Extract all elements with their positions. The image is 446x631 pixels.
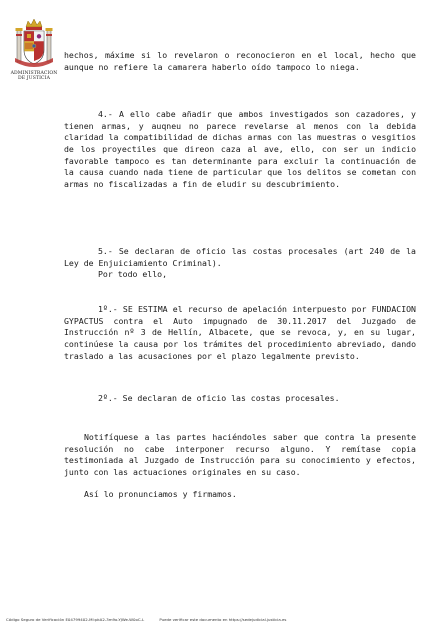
spanish-coat-of-arms-icon [14,18,54,70]
verification-url[interactable]: Puede verificar este documento en https://sedejudicial.justicia.es [159,617,287,622]
footer-verification [6,617,442,622]
seal-caption-line2: DE JUSTICIA [18,76,50,82]
verification-code: Código Seguro de Verificación E04799402-MI:pkA2-3m9o-YJWe-W0oC-L [6,617,145,622]
paragraph-ruling-2: 2º.- Se declaran de oficio las costas procesales. [98,393,340,404]
paragraph-point-5: 5.- Se declaran de oficio las costas procesales (art 240 de la Ley de Enjuiciamiento Criminal). [64,246,416,268]
seal-caption-line1: ADMINISTRACION [10,71,58,76]
paragraph-continuation: hechos, máxime si lo revelaron o reconocieron en el local, hecho que aunque no refiere la camarera haberlo oído tampoco lo niega. [64,50,416,72]
paragraph-por-todo-ello: Por todo ello, [98,269,168,280]
paragraph-closing: Así lo pronunciamos y firmamos. [84,489,237,500]
paragraph-ruling-1: 1º.- SE ESTIMA el recurso de apelación interpuesto por FUNDACION GYPACTUS contra el Auto impugnado de 30.11.2017 del Juzgado de Instrucción nº 3 de Hellín, Albacete, que se revoca, y, en su lugar, continúese la causa por los trámites del procedimiento abreviado, dando traslado a las acusaciones por el plazo legalmente previsto. [64,304,416,361]
paragraph-notification: Notifíquese a las partes haciéndoles saber que contra la presente resolución no cabe interponer recurso alguno. Y remítase copia testimoniada al Juzgado de Instrucción para su conocimiento y efectos, junto con las actuaciones originales en su caso. [64,432,416,477]
seal-caption [2,71,66,82]
paragraph-point-4: 4.- A ello cabe añadir que ambos investigados son cazadores, y tienen armas, y auqneu no parece revelarse al menos con la debida claridad la compatibilidad de dichas armas con las muestras o vesgitios de los proyectiles que direon caza al ave, ello, con ser un indicio favorable tampoco es tan determinante para excluir la continuación de la causa cuando nada tiene de particular que los delitos se cometan con armas no fiscalizadas a fin de eludir su descubrimiento. [64,109,416,189]
